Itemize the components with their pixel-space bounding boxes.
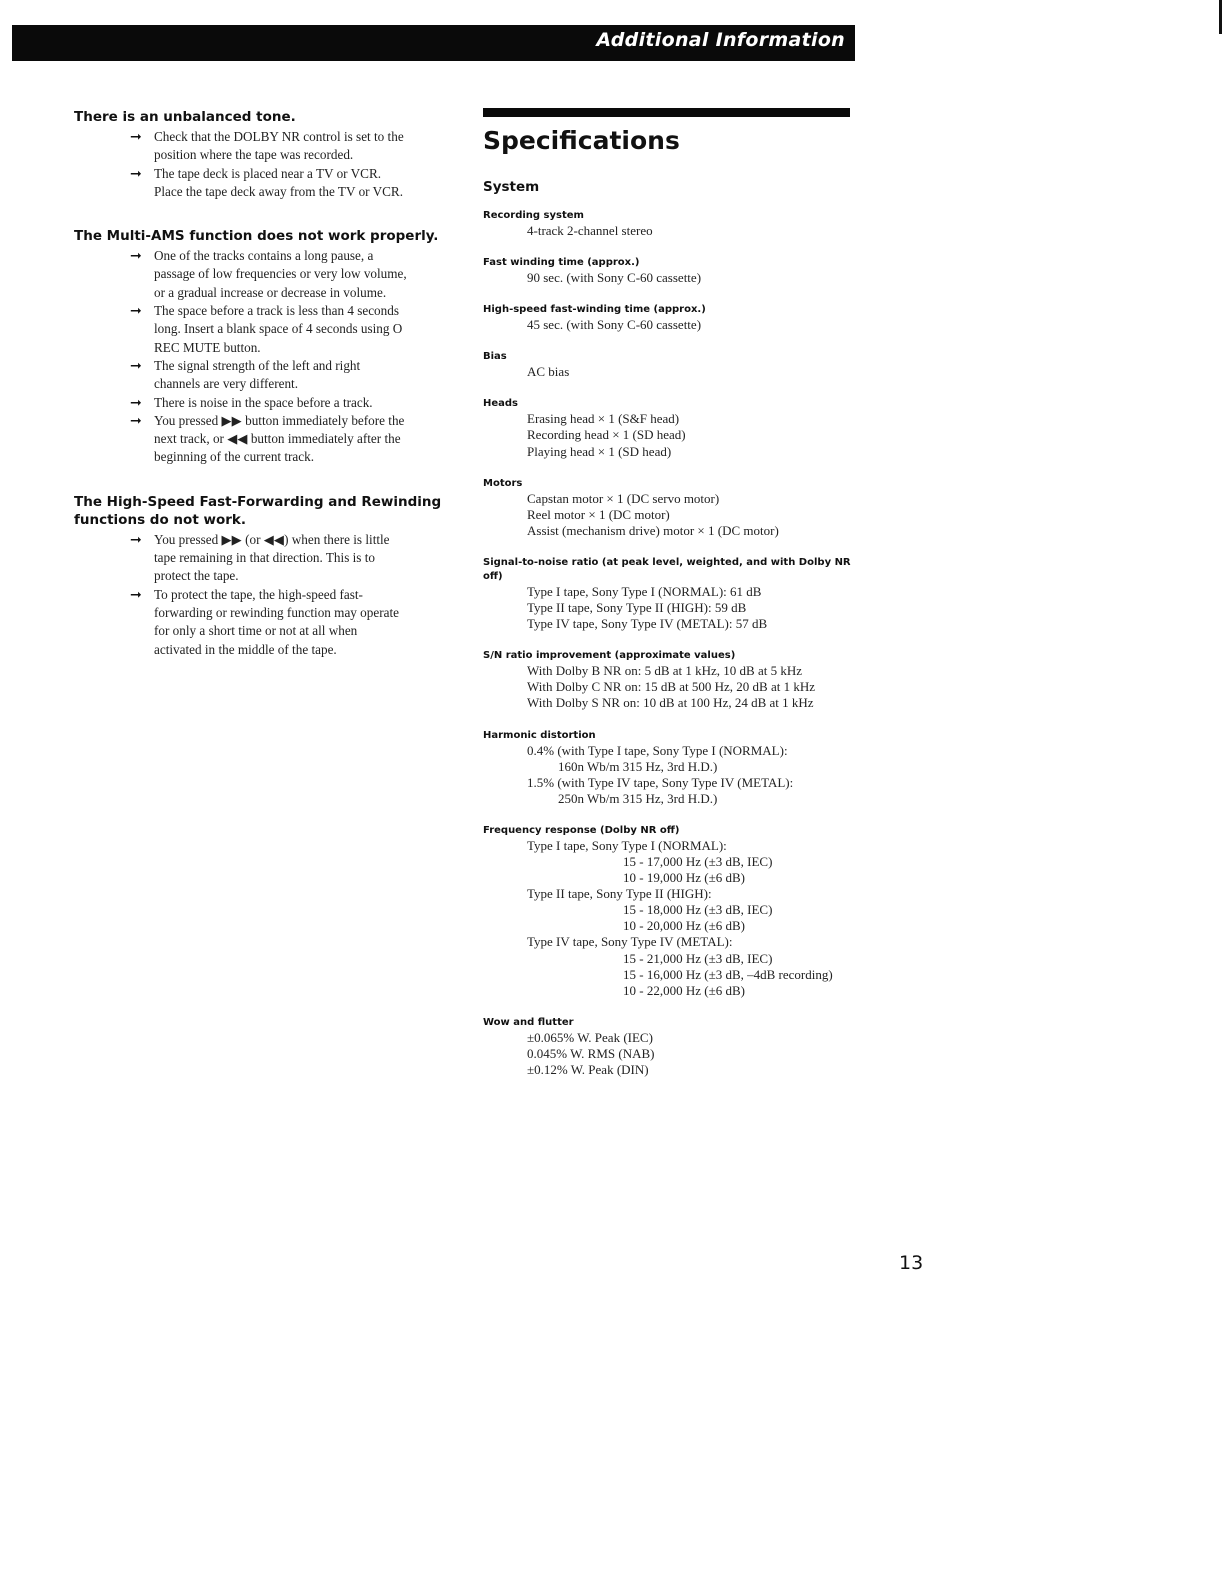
spec-value: 15 - 17,000 Hz (±3 dB, IEC) (623, 853, 773, 869)
spec-item (483, 256, 863, 286)
spec-value: 1.5% (with Type IV tape, Sony Type IV (METAL): (527, 774, 794, 790)
spec-value: Reel motor × 1 (DC motor) (527, 506, 670, 522)
arrow-icon: ➞ (130, 531, 142, 548)
spec-value: 10 - 22,000 Hz (±6 dB) (623, 982, 745, 998)
specifications-rule (483, 108, 850, 117)
specifications-column (483, 108, 863, 1095)
spec-label: Fast winding time (approx.) (483, 257, 640, 269)
trouble-item-line: You pressed ▶▶ button immediately before the (154, 412, 405, 428)
trouble-item-line: protect the tape. (154, 568, 239, 584)
spec-item (483, 350, 863, 380)
specifications-title: Specifications (483, 126, 680, 155)
spec-value: Type I tape, Sony Type I (NORMAL): (527, 837, 727, 853)
trouble-item-line: forwarding or rewinding function may operate (154, 604, 399, 620)
arrow-icon: ➞ (130, 357, 142, 374)
spec-value: 10 - 19,000 Hz (±6 dB) (623, 870, 745, 886)
spec-label: Harmonic distortion (483, 729, 596, 741)
spec-value: 45 sec. (with Sony C-60 cassette) (527, 317, 702, 333)
trouble-item-line: channels are very different. (154, 376, 299, 392)
trouble-title (74, 108, 454, 126)
trouble-item (74, 394, 454, 412)
trouble-section (74, 227, 454, 467)
arrow-icon: ➞ (130, 412, 142, 429)
spec-value: 15 - 21,000 Hz (±3 dB, IEC) (623, 950, 773, 966)
spec-value: 4-track 2-channel stereo (527, 223, 653, 238)
trouble-item-line: for only a short time or not at all when (154, 623, 358, 639)
spec-value: ±0.12% W. Peak (DIN) (527, 1062, 649, 1077)
trouble-item-line: activated in the middle of the tape. (154, 641, 337, 657)
trouble-title-line: There is an unbalanced tone. (74, 109, 296, 125)
spec-value: Type IV tape, Sony Type IV (METAL): 57 dB (527, 616, 768, 632)
spec-value: 0.045% W. RMS (NAB) (527, 1045, 655, 1061)
spec-value: 90 sec. (with Sony C-60 cassette) (527, 270, 702, 286)
spec-label: Bias (483, 351, 507, 363)
trouble-item-line: You pressed ▶▶ (or ◀◀) when there is little (154, 531, 390, 547)
spec-item (483, 824, 863, 999)
trouble-section (74, 108, 454, 201)
trouble-item-line: To protect the tape, the high-speed fast- (154, 586, 363, 602)
spec-list (483, 209, 863, 1078)
trouble-item-line: The signal strength of the left and right (154, 357, 361, 373)
trouble-item (74, 357, 454, 394)
trouble-title-line: The Multi-AMS function does not work properly. (74, 228, 439, 245)
spec-value: Type I tape, Sony Type I (NORMAL): 61 dB (527, 583, 762, 599)
spec-value: 0.4% (with Type I tape, Sony Type I (NORMAL): (527, 742, 788, 758)
spec-value: Erasing head × 1 (S&F head) (527, 411, 680, 427)
trouble-item-line: There is noise in the space before a track. (154, 394, 373, 410)
spec-label: Motors (483, 477, 523, 489)
header-bar (12, 25, 855, 61)
trouble-item (74, 412, 454, 467)
trouble-title (74, 493, 454, 529)
trouble-item (74, 586, 454, 659)
spec-item (483, 1016, 863, 1078)
spec-value: With Dolby B NR on: 5 dB at 1 kHz, 10 dB at 5 kHz (527, 663, 802, 679)
spec-value: With Dolby C NR on: 15 dB at 500 Hz, 20 dB at 1 kHz (527, 679, 815, 695)
arrow-icon: ➞ (130, 303, 142, 320)
trouble-item-line: tape remaining in that direction. This is to (154, 550, 375, 566)
trouble-item (74, 531, 454, 586)
spec-label: Wow and flutter (483, 1016, 574, 1028)
trouble-item-line: or a gradual increase or decrease in volume. (154, 284, 387, 300)
spec-value: 250n Wb/m 315 Hz, 3rd H.D.) (558, 790, 718, 806)
trouble-item-line: One of the tracks contains a long pause, a (154, 248, 374, 264)
spec-label: S/N ratio improvement (approximate values) (483, 650, 736, 662)
spec-value: 160n Wb/m 315 Hz, 3rd H.D.) (558, 758, 718, 774)
spec-item (483, 649, 863, 711)
trouble-item (74, 128, 454, 165)
spec-label: Heads (483, 398, 519, 410)
spec-label: Recording system (483, 210, 584, 221)
spec-value: Type II tape, Sony Type II (HIGH): (527, 886, 712, 902)
spec-item (483, 397, 863, 459)
spec-label: High-speed fast-winding time (approx.) (483, 304, 706, 316)
trouble-item-line: REC MUTE button. (154, 339, 261, 355)
trouble-item-line: position where the tape was recorded. (154, 147, 354, 163)
trouble-item-line: beginning of the current track. (154, 449, 315, 465)
trouble-section (74, 493, 454, 659)
spec-value: ±0.065% W. Peak (IEC) (527, 1029, 653, 1045)
spec-item (483, 556, 863, 632)
trouble-item-line: long. Insert a blank space of 4 seconds using O (154, 321, 403, 337)
trouble-title (74, 227, 454, 245)
spec-value: 15 - 16,000 Hz (±3 dB, –4dB recording) (623, 966, 833, 982)
trouble-item-line: passage of low frequencies or very low volume, (154, 266, 407, 282)
spec-value: Capstan motor × 1 (DC servo motor) (527, 490, 720, 506)
trouble-item (74, 302, 454, 357)
page-number: 13 (899, 1252, 924, 1274)
header-title: Additional Information (596, 29, 845, 51)
trouble-item (74, 247, 454, 302)
spec-label: Frequency response (Dolby NR off) (483, 824, 680, 836)
spec-value: Type II tape, Sony Type II (HIGH): 59 dB (527, 600, 747, 616)
trouble-title-line: functions do not work. (74, 511, 246, 528)
trouble-item-line: The space before a track is less than 4 seconds (154, 303, 399, 319)
spec-value: 10 - 20,000 Hz (±6 dB) (623, 918, 745, 934)
arrow-icon: ➞ (130, 394, 142, 411)
spec-value: AC bias (527, 364, 570, 380)
arrow-icon: ➞ (130, 586, 142, 603)
trouble-item-line: Check that the DOLBY NR control is set to the (154, 129, 404, 144)
spec-value: Type IV tape, Sony Type IV (METAL): (527, 934, 733, 950)
trouble-item-line: Place the tape deck away from the TV or VCR. (154, 183, 404, 199)
spec-label: Signal-to-noise ratio (at peak level, weighted, and with Dolby NR off) (483, 556, 851, 582)
arrow-icon: ➞ (130, 248, 142, 265)
edge-mark (1219, 0, 1222, 34)
spec-value: Assist (mechanism drive) motor × 1 (DC motor) (527, 522, 779, 538)
system-heading: System (483, 179, 540, 195)
spec-value: 15 - 18,000 Hz (±3 dB, IEC) (623, 902, 773, 918)
spec-item (483, 477, 863, 539)
spec-item (483, 729, 863, 807)
spec-value: With Dolby S NR on: 10 dB at 100 Hz, 24 dB at 1 kHz (527, 695, 814, 711)
spec-value: Recording head × 1 (SD head) (527, 427, 686, 443)
spec-value: Playing head × 1 (SD head) (527, 443, 672, 459)
trouble-title-line: The High-Speed Fast-Forwarding and Rewinding (74, 493, 442, 510)
spec-item (483, 209, 863, 239)
arrow-icon: ➞ (130, 165, 142, 182)
arrow-icon: ➞ (130, 129, 142, 145)
trouble-item-line: The tape deck is placed near a TV or VCR. (154, 165, 382, 181)
troubleshooting-column (74, 108, 454, 685)
trouble-item (74, 165, 454, 202)
trouble-item-line: next track, or ◀◀ button immediately after the (154, 431, 401, 447)
spec-item (483, 303, 863, 333)
